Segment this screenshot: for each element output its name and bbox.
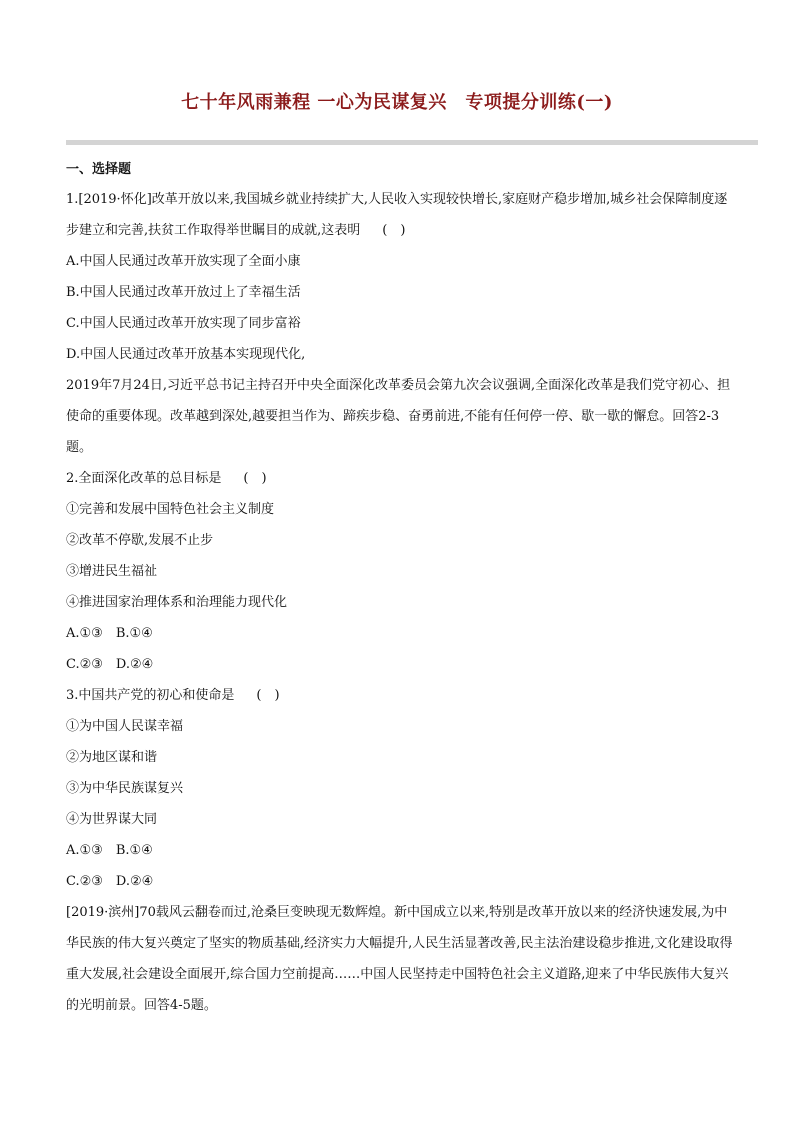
question-1-answer-paren: ( ) <box>382 223 406 238</box>
material-2-text: [2019·滨州]70载风云翻卷而过,沧桑巨变映现无数辉煌。新中国成立以来,特别是改革开放以来的经济快速发展,为中华民族的伟大复兴奠定了坚实的物质基础,经济实力大幅提升,人民生活显著改善,民主法治建设稳步推进,文化建设取得重大发展,社会建设全面展开,综合国力空前提高……中国人民坚持走中国特色社会主义道路,迎来了中华民族伟大复兴的光明前景。回答4-5题。 <box>66 905 733 1013</box>
worksheet-body <box>66 156 736 1021</box>
question-3-choices-cd: C.②③ D.②④ <box>66 874 154 889</box>
question-2-stem <box>66 463 736 494</box>
question-2-item-3: ③增进民生福祉 <box>66 564 158 579</box>
question-1-option-d: D.中国人民通过改革开放基本实现现代化, <box>66 347 306 362</box>
question-1-stem <box>66 184 736 246</box>
question-2-choices-cd: C.②③ D.②④ <box>66 657 154 672</box>
question-2-text: 2.全面深化改革的总目标是 <box>66 471 222 486</box>
question-2-item-2: ②改革不停歇,发展不止步 <box>66 533 214 548</box>
section-heading: 一、选择题 <box>66 162 132 177</box>
question-2-choices-ab: A.①③ B.①④ <box>66 626 153 641</box>
page-title: 七十年风雨兼程 一心为民谋复兴 专项提分训练(一) <box>181 92 613 113</box>
question-3-choices-ab: A.①③ B.①④ <box>66 843 153 858</box>
question-3-item-4: ④为世界谋大同 <box>66 812 158 827</box>
question-3-item-1: ①为中国人民谋幸福 <box>66 719 184 734</box>
material-1-text: 2019年7月24日,习近平总书记主持召开中央全面深化改革委员会第九次会议强调,全面深化改革是我们党守初心、担使命的重要体现。改革越到深处,越要担当作为、蹄疾步稳、奋勇前进,不能有任何停一停、歇一歇的懈怠。回答2-3题。 <box>66 378 731 455</box>
question-3-item-2: ②为地区谋和谐 <box>66 750 158 765</box>
question-1-text: 1.[2019·怀化]改革开放以来,我国城乡就业持续扩大,人民收入实现较快增长,家庭财产稳步增加,城乡社会保障制度逐步建立和完善,扶贫工作取得举世瞩目的成就,这表明 <box>66 192 728 238</box>
question-2-item-4: ④推进国家治理体系和治理能力现代化 <box>66 595 288 610</box>
title-divider <box>66 140 758 145</box>
question-3-item-3: ③为中华民族谋复兴 <box>66 781 184 796</box>
question-1-option-a: A.中国人民通过改革开放实现了全面小康 <box>66 254 301 269</box>
question-2-item-1: ①完善和发展中国特色社会主义制度 <box>66 502 275 517</box>
question-1-option-b: B.中国人民通过改革开放过上了幸福生活 <box>66 285 301 300</box>
question-3-answer-paren: ( ) <box>256 688 280 703</box>
question-3-text: 3.中国共产党的初心和使命是 <box>66 688 235 703</box>
question-3-stem <box>66 680 736 711</box>
question-2-answer-paren: ( ) <box>243 471 267 486</box>
question-1-option-c: C.中国人民通过改革开放实现了同步富裕 <box>66 316 301 331</box>
